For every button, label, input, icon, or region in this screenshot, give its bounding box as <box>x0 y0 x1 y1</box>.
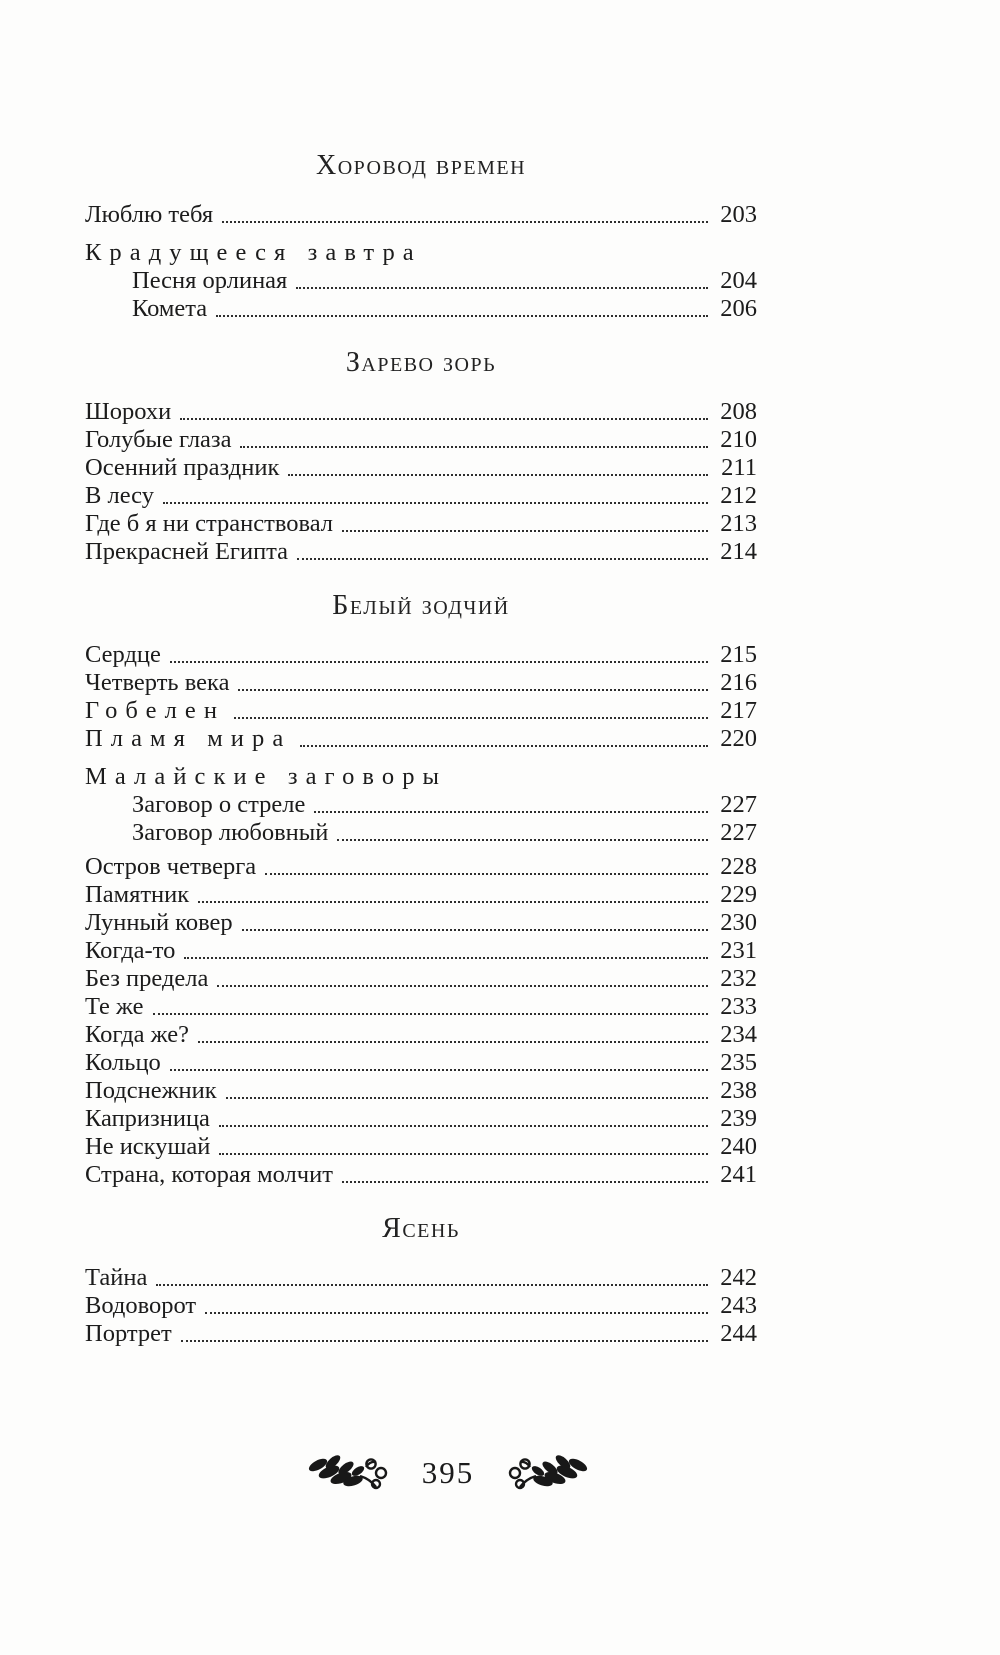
dot-leader <box>314 810 708 813</box>
entry-page-number: 242 <box>720 1264 757 1291</box>
toc-entry <box>85 725 757 753</box>
dot-leader <box>240 445 708 448</box>
entry-page-number: 204 <box>720 267 757 294</box>
entry-title: Остров четверга <box>85 853 257 880</box>
entry-page-number: 210 <box>720 426 757 453</box>
entry-title: Когда-то <box>85 937 176 964</box>
entry-page-number: 243 <box>720 1292 757 1319</box>
entry-title: Заговор любовный <box>132 819 329 846</box>
dot-leader <box>198 1040 708 1043</box>
dot-leader <box>234 716 708 719</box>
toc-entry <box>85 965 757 993</box>
entry-title: Когда же? <box>85 1021 190 1048</box>
entry-title: Без предела <box>85 965 209 992</box>
toc-entry <box>85 1105 757 1133</box>
toc-entry <box>85 1320 757 1348</box>
entry-title: Где б я ни странствовал <box>85 510 334 537</box>
toc-entry <box>85 819 757 847</box>
entry-page-number: 244 <box>720 1320 757 1347</box>
entry-page-number: 239 <box>720 1105 757 1132</box>
laurel-ornament-icon <box>308 1452 408 1496</box>
folio-page-number: 395 <box>421 1454 475 1490</box>
page-footer <box>85 1452 811 1496</box>
toc-entry <box>85 881 757 909</box>
toc-entry <box>85 1161 757 1189</box>
entry-title: Лунный ковер <box>85 909 233 936</box>
entry-page-number: 227 <box>720 791 757 818</box>
dot-leader <box>170 1068 708 1071</box>
toc-entry <box>85 295 757 323</box>
entry-page-number: 213 <box>720 510 757 537</box>
dot-leader <box>238 688 708 691</box>
dot-leader <box>217 984 708 987</box>
entry-page-number: 240 <box>720 1133 757 1160</box>
toc-entry <box>85 239 757 267</box>
toc-entry <box>85 791 757 819</box>
dot-leader <box>219 1124 708 1127</box>
entry-title: Кольцо <box>85 1049 161 1076</box>
dot-leader <box>163 501 708 504</box>
dot-leader <box>156 1283 708 1286</box>
entry-page-number: 216 <box>720 669 757 696</box>
entry-title: Тайна <box>85 1264 148 1291</box>
entry-title: Комета <box>132 295 208 322</box>
toc-entry <box>85 426 757 454</box>
dot-leader <box>342 1180 708 1183</box>
entry-title: Песня орлиная <box>132 267 288 294</box>
dot-leader <box>242 928 708 931</box>
toc <box>85 150 757 1348</box>
entry-title: Памятник <box>85 881 190 908</box>
entry-page-number: 214 <box>720 538 757 565</box>
entry-title: Люблю тебя <box>85 201 214 228</box>
dot-leader <box>198 900 708 903</box>
laurel-ornament-icon <box>488 1452 588 1496</box>
dot-leader <box>265 872 708 875</box>
dot-leader <box>170 660 708 663</box>
entry-page-number: 208 <box>720 398 757 425</box>
entry-title: Водоворот <box>85 1292 197 1319</box>
toc-entry <box>85 1264 757 1292</box>
toc-entry <box>85 669 757 697</box>
section-heading: Ясень <box>382 1213 460 1244</box>
dot-leader <box>296 286 708 289</box>
entry-page-number: 238 <box>720 1077 757 1104</box>
toc-entry <box>85 909 757 937</box>
toc-entry <box>85 641 757 669</box>
entry-title: Малайские заговоры <box>85 763 448 790</box>
toc-entry <box>85 482 757 510</box>
entry-title: Подснежник <box>85 1077 217 1104</box>
entry-title: В лесу <box>85 482 154 509</box>
dot-leader <box>288 473 708 476</box>
toc-entry <box>85 1133 757 1161</box>
section-heading: Хоровод времен <box>315 150 527 181</box>
entry-title: Сердце <box>85 641 161 668</box>
toc-entry <box>85 993 757 1021</box>
entry-title: Четверть века <box>85 669 230 696</box>
entry-page-number: 233 <box>720 993 757 1020</box>
entry-title: Капризница <box>85 1105 210 1132</box>
entry-title: Осенний праздник <box>85 454 280 481</box>
entry-page-number: 232 <box>720 965 757 992</box>
toc-entry <box>85 538 757 566</box>
toc-entry <box>85 454 757 482</box>
entry-page-number: 234 <box>720 1021 757 1048</box>
entry-title: Заговор о стреле <box>132 791 306 818</box>
toc-entry <box>85 267 757 295</box>
toc-entry <box>85 763 757 791</box>
toc-entry <box>85 510 757 538</box>
dot-leader <box>216 314 708 317</box>
entry-title: Те же <box>85 993 144 1020</box>
toc-entry <box>85 1077 757 1105</box>
entry-page-number: 230 <box>720 909 757 936</box>
toc-entry <box>85 398 757 426</box>
entry-title: Портрет <box>85 1320 172 1347</box>
entry-title: Крадущееся завтра <box>85 239 422 266</box>
dot-leader <box>184 956 708 959</box>
entry-title: Шорохи <box>85 398 172 425</box>
entry-page-number: 215 <box>720 641 757 668</box>
dot-leader <box>181 1339 708 1342</box>
toc-entry <box>85 937 757 965</box>
entry-page-number: 217 <box>720 697 757 724</box>
section-heading: Зарево зорь <box>345 347 497 378</box>
dot-leader <box>205 1311 708 1314</box>
entry-page-number: 212 <box>720 482 757 509</box>
toc-entry <box>85 201 757 229</box>
entry-page-number: 229 <box>720 881 757 908</box>
entry-page-number: 235 <box>720 1049 757 1076</box>
section-heading: Белый зодчий <box>332 590 510 621</box>
entry-title: Голубые глаза <box>85 426 232 453</box>
toc-entry <box>85 697 757 725</box>
entry-page-number: 220 <box>720 725 757 752</box>
entry-title: Пламя мира <box>85 725 292 752</box>
entry-title: Прекрасней Египта <box>85 538 289 565</box>
dot-leader <box>226 1096 708 1099</box>
entry-title: Страна, которая молчит <box>85 1161 333 1188</box>
toc-entry <box>85 1292 757 1320</box>
toc-entry <box>85 1021 757 1049</box>
dot-leader <box>180 417 708 420</box>
dot-leader <box>337 838 708 841</box>
dot-leader <box>153 1012 708 1015</box>
dot-leader <box>300 744 708 747</box>
toc-entry <box>85 853 757 881</box>
entry-title: Не искушай <box>85 1133 211 1160</box>
dot-leader <box>342 529 708 532</box>
entry-page-number: 203 <box>720 201 757 228</box>
dot-leader <box>222 220 708 223</box>
entry-page-number: 231 <box>720 937 757 964</box>
entry-page-number: 206 <box>720 295 757 322</box>
toc-entry <box>85 1049 757 1077</box>
entry-page-number: 227 <box>720 819 757 846</box>
entry-title: Гобелен <box>85 697 226 724</box>
dot-leader <box>297 557 708 560</box>
entry-page-number: 228 <box>720 853 757 880</box>
entry-page-number: 241 <box>720 1161 757 1188</box>
entry-page-number: 211 <box>721 454 757 481</box>
dot-leader <box>219 1152 708 1155</box>
